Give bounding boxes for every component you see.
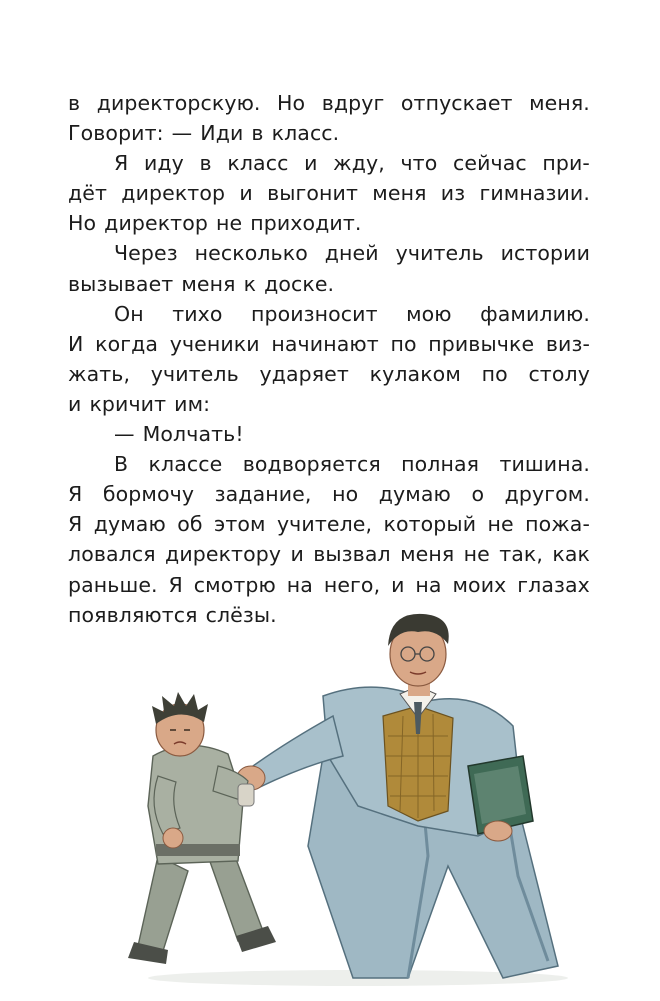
word: Я xyxy=(114,151,129,176)
word: В xyxy=(114,452,129,477)
word: директору xyxy=(165,542,282,567)
teacher-figure xyxy=(237,614,558,978)
word: него, xyxy=(323,572,381,597)
word: и xyxy=(391,572,405,597)
word: им: xyxy=(174,391,211,416)
word: директор xyxy=(104,211,208,236)
word: меня. xyxy=(529,91,590,115)
text-line xyxy=(68,419,590,449)
story-text xyxy=(68,88,590,630)
word: думаю xyxy=(93,512,166,537)
word: гимназии. xyxy=(479,181,590,206)
word: об xyxy=(177,512,203,537)
word: ловался xyxy=(68,542,156,567)
word: водворяется xyxy=(242,452,381,477)
word: Через xyxy=(114,241,178,266)
word: столу xyxy=(528,361,590,386)
word: как xyxy=(552,542,590,567)
word: и xyxy=(239,181,253,206)
word: глазах xyxy=(517,572,590,597)
word: полная xyxy=(401,452,480,477)
word: вызывает xyxy=(68,271,174,296)
text-line xyxy=(68,449,590,479)
word: смотрю xyxy=(193,572,276,597)
text-line xyxy=(68,539,590,569)
word: на xyxy=(415,572,442,597)
word: Иди xyxy=(200,121,244,146)
illustration-teacher-and-boy xyxy=(118,606,588,986)
word: вызвал xyxy=(313,542,391,567)
word: меня xyxy=(400,542,455,567)
word: моих xyxy=(452,572,507,597)
word: директорскую. xyxy=(96,91,261,115)
word: бормочу xyxy=(102,482,195,507)
word: класс xyxy=(227,151,289,176)
text-line xyxy=(68,118,590,148)
word: Но xyxy=(277,91,306,115)
word: из xyxy=(440,181,466,206)
word: истории xyxy=(500,241,590,266)
word: по xyxy=(481,361,508,386)
word: в xyxy=(199,151,212,176)
word: сейчас xyxy=(453,151,527,176)
word: дёт xyxy=(68,181,108,206)
word: задание, xyxy=(214,482,312,507)
word: учитель xyxy=(150,361,239,386)
word: и xyxy=(290,542,304,567)
word: учителе, xyxy=(276,512,373,537)
word: о xyxy=(471,482,485,507)
word: и xyxy=(304,151,318,176)
text-line xyxy=(68,389,590,419)
word: пожа- xyxy=(525,512,590,537)
word: что xyxy=(400,151,438,176)
word: виз- xyxy=(545,331,590,356)
text-line xyxy=(68,479,590,509)
word: но xyxy=(332,482,359,507)
word: не xyxy=(487,512,514,537)
word: несколько xyxy=(194,241,308,266)
word: фамилию. xyxy=(480,301,590,326)
word: кулаком xyxy=(369,361,461,386)
word: думаю xyxy=(378,482,451,507)
word: в xyxy=(251,121,264,146)
word: кричит xyxy=(89,391,167,416)
word: не xyxy=(215,211,243,236)
word: ударяет xyxy=(259,361,349,386)
word: иду xyxy=(143,151,184,176)
word: приходит. xyxy=(250,211,362,236)
text-line xyxy=(68,238,590,268)
word: тишина. xyxy=(499,452,590,477)
word: жать, xyxy=(68,361,131,386)
word: Он xyxy=(114,301,144,326)
word: Говорит: xyxy=(68,121,164,146)
word: ученики xyxy=(169,331,260,356)
word: классе xyxy=(148,452,223,477)
word: этом xyxy=(213,512,266,537)
text-line xyxy=(68,148,590,178)
text-line xyxy=(68,570,590,600)
boy-figure xyxy=(128,692,276,964)
word: при- xyxy=(542,151,590,176)
word: к xyxy=(243,271,257,296)
word: мою xyxy=(406,301,452,326)
word: меня xyxy=(372,181,427,206)
text-line xyxy=(68,299,590,329)
word: класс. xyxy=(271,121,340,146)
word: дней xyxy=(324,241,379,266)
word: в xyxy=(68,91,81,115)
word: не xyxy=(463,542,490,567)
word: доске. xyxy=(264,271,335,296)
word: слёзы. xyxy=(205,602,277,627)
word: Я xyxy=(168,572,183,597)
word: выгонит xyxy=(267,181,359,206)
word: начинают xyxy=(271,331,379,356)
text-line xyxy=(68,509,590,539)
text-line xyxy=(68,178,590,208)
word: — xyxy=(114,422,135,447)
word: директор xyxy=(121,181,226,206)
word: Я xyxy=(68,512,83,537)
word: тихо xyxy=(172,301,223,326)
text-line xyxy=(68,329,590,359)
word: так, xyxy=(499,542,544,567)
word: когда xyxy=(95,331,159,356)
word: Но xyxy=(68,211,97,236)
word: появляются xyxy=(68,602,198,627)
word: другом. xyxy=(504,482,590,507)
text-line xyxy=(68,208,590,238)
word: привычке xyxy=(428,331,535,356)
word: вдруг xyxy=(321,91,385,115)
word: произносит xyxy=(250,301,378,326)
word: — xyxy=(171,121,193,146)
word: Молчать! xyxy=(142,422,244,447)
word: раньше. xyxy=(68,572,158,597)
word: по xyxy=(390,331,417,356)
word: на xyxy=(286,572,313,597)
word: который xyxy=(383,512,477,537)
word: учитель xyxy=(395,241,484,266)
text-line xyxy=(68,88,590,118)
word: Я xyxy=(68,482,83,507)
text-line xyxy=(68,359,590,389)
word: жду, xyxy=(333,151,385,176)
word: и xyxy=(68,391,82,416)
word: И xyxy=(68,331,84,356)
word: меня xyxy=(181,271,236,296)
text-line xyxy=(68,269,590,299)
word: отпускает xyxy=(400,91,513,115)
